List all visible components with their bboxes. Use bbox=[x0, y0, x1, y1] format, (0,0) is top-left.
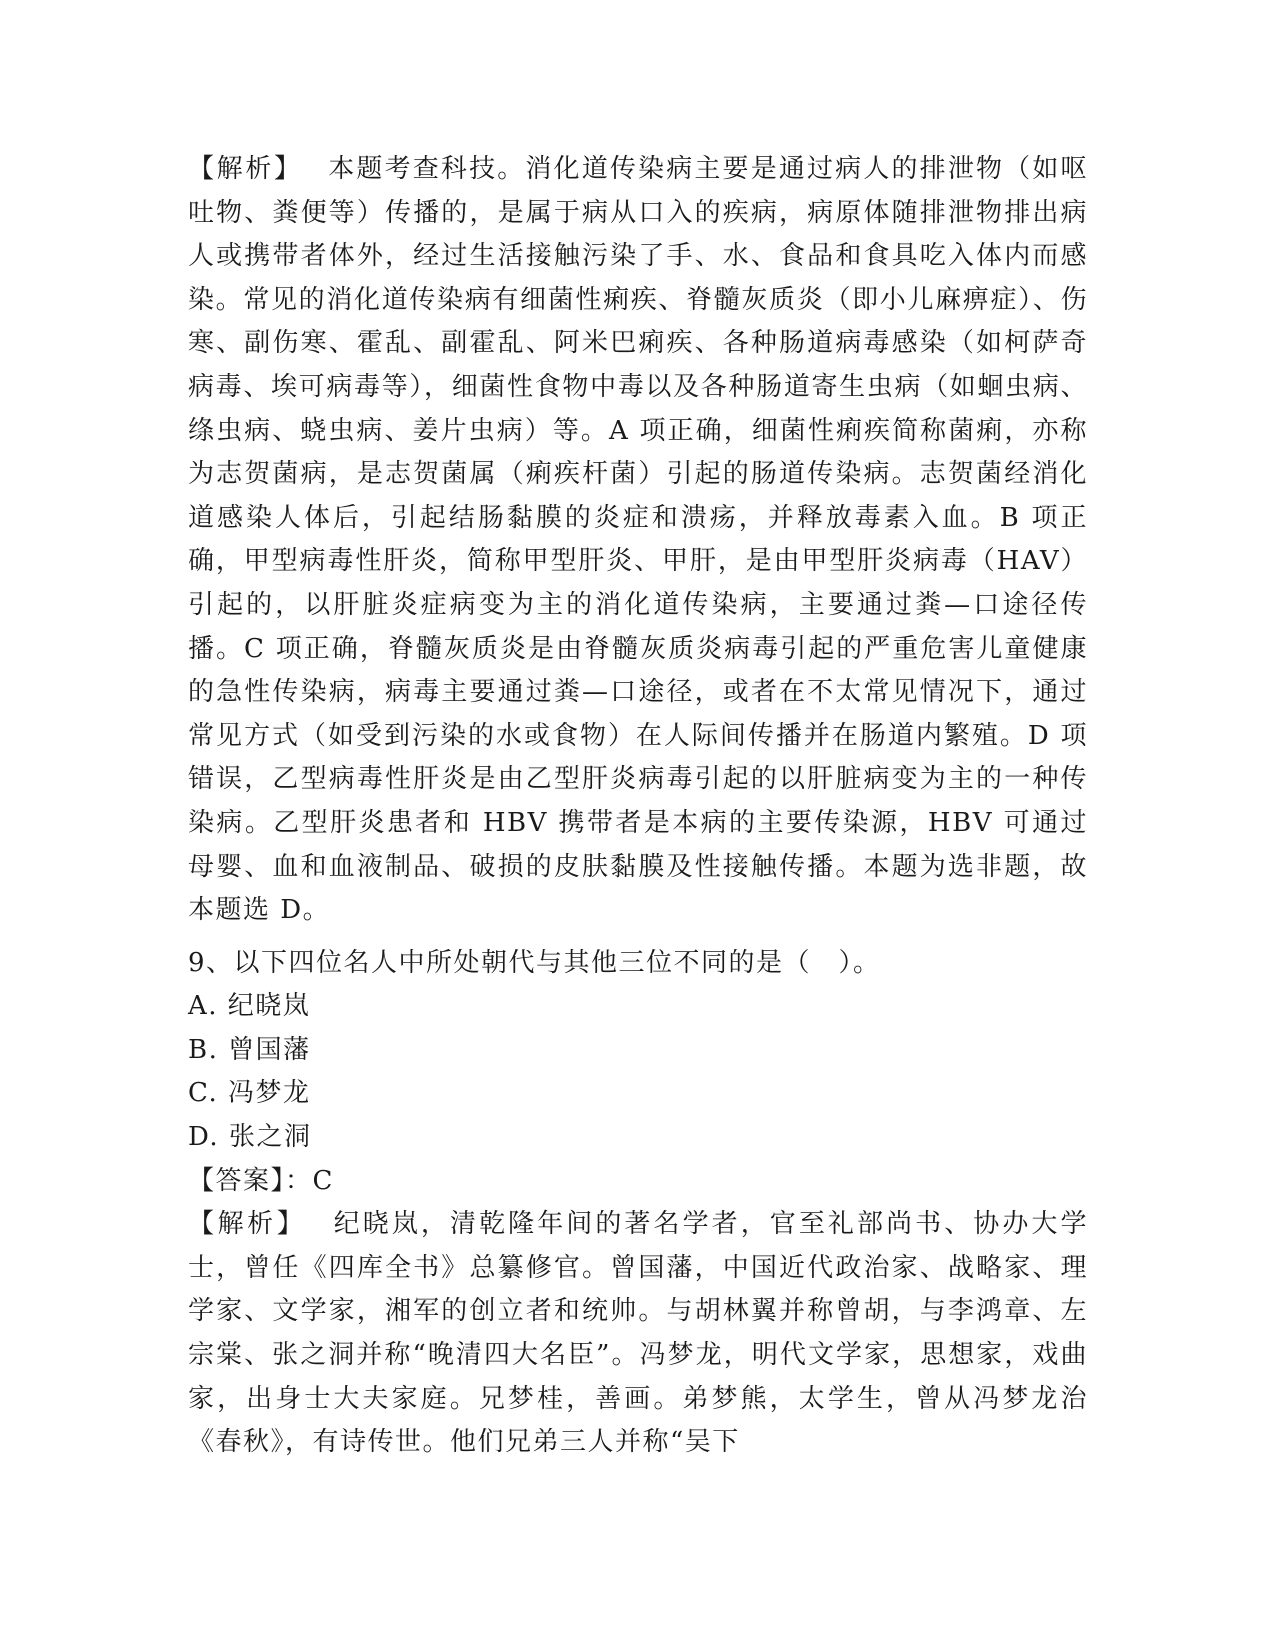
option-b: B. 曾国藩 bbox=[188, 1034, 311, 1065]
explanation-label: 【解析】 bbox=[188, 154, 290, 184]
explanation-label: 【解析】 bbox=[188, 1209, 294, 1240]
explanation-text: 本题考查科技。消化道传染病主要是通过病人的排泄物（如呕吐物、粪便等）传播的，是属于病从口入的疾病，病原体随排泄物排出病人或携带者体外，经过生活接触污染了手、水、食品和食具吃入体内而感染。常见的消化道传染病有细菌性痢疾、脊髓灰质炎（即小儿麻痹症）、伤寒、副伤寒、霍乱、副霍乱、阿米巴痢疾、各种肠道病毒感染（如柯萨奇病毒、埃可病毒等），细菌性食物中毒以及各种肠道寄生虫病（如蛔虫病、绦虫病、蛲虫病、姜片虫病）等。A 项正确，细菌性痢疾简称菌痢，亦称为志贺菌病，是志贺菌属（痢疾杆菌）引起的肠道传染病。志贺菌经消化道感染人体后，引起结肠黏膜的炎症和溃疡，并释放毒素入血。B 项正确，甲型病毒性肝炎，简称甲型肝炎、甲肝，是由甲型肝炎病毒（HAV）引起的，以肝脏炎症病变为主的消化道传染病，主要通过粪—口途径传播。C 项正确，脊髓灰质炎是由脊髓灰质炎病毒引起的严重危害儿童健康的急性传染病，病毒主要通过粪—口途径，或者在不太常见情况下，通过常见方式（如受到污染的水或食物）在人际间传播并在肠道内繁殖。D 项错误，乙型病毒性肝炎是由乙型肝炎病毒引起的以肝脏病变为主的一种传染病。乙型肝炎患者和 HBV 携带者是本病的主要传染源，HBV 可通过母婴、血和血液制品、破损的皮肤黏膜及性接触传播。本题为选非题，故本题选 D。 bbox=[188, 154, 1088, 926]
option-a: A. 纪晓岚 bbox=[188, 991, 311, 1022]
option-d: D. 张之洞 bbox=[188, 1122, 312, 1153]
question-stem: 9、以下四位名人中所处朝代与其他三位不同的是（ ）。 bbox=[188, 947, 881, 978]
document-page bbox=[188, 148, 1088, 1465]
explanation-paragraph-1 bbox=[188, 148, 1088, 933]
spacer bbox=[188, 933, 1088, 942]
explanation-paragraph-2 bbox=[188, 1203, 1088, 1465]
question-9 bbox=[188, 942, 1088, 1204]
answer-line: 【答案】：C bbox=[188, 1165, 334, 1196]
option-c: C. 冯梦龙 bbox=[188, 1078, 311, 1109]
explanation-text: 纪晓岚，清乾隆年间的著名学者，官至礼部尚书、协办大学士，曾任《四库全书》总纂修官。曾国藩，中国近代政治家、战略家、理学家、文学家，湘军的创立者和统帅。与胡林翼并称曾胡，与李鸿章、左宗棠、张之洞并称“晚清四大名臣”。冯梦龙，明代文学家，思想家，戏曲家，出身士大夫家庭。兄梦桂，善画。弟梦熊，太学生，曾从冯梦龙治《春秋》，有诗传世。他们兄弟三人并称“吴下 bbox=[188, 1209, 1088, 1458]
